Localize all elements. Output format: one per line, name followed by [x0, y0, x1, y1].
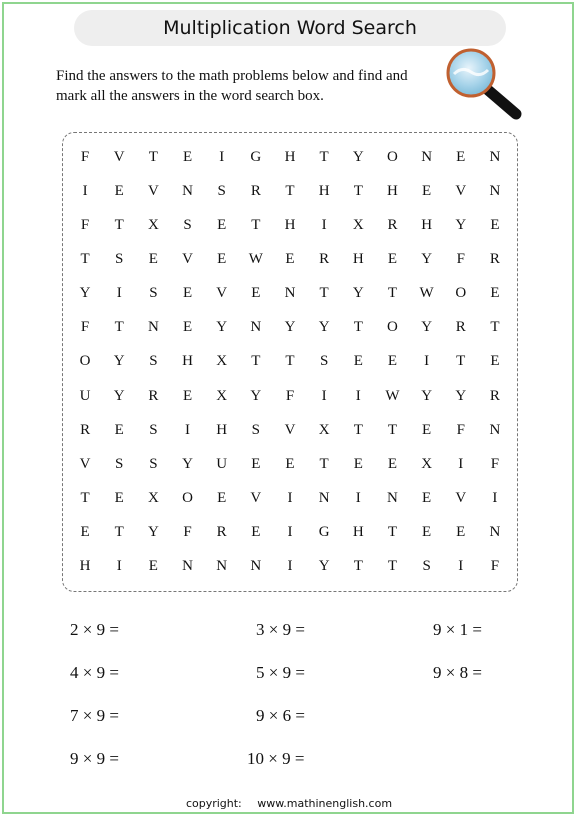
grid-cell[interactable]: Y — [352, 285, 364, 302]
grid-cell[interactable]: V — [216, 285, 228, 302]
grid-cell[interactable]: I — [321, 387, 327, 404]
grid-cell[interactable]: I — [287, 558, 293, 575]
grid-cell[interactable]: S — [115, 455, 124, 472]
math-problem: 9 × 1 = — [433, 620, 482, 639]
grid-cell[interactable]: H — [387, 182, 398, 199]
grid-cell[interactable]: E — [387, 353, 398, 370]
grid-cell[interactable]: V — [284, 421, 296, 438]
grid-cell[interactable]: E — [456, 148, 466, 165]
grid-cell[interactable]: O — [182, 490, 193, 507]
math-problem: 5 × 9 = — [256, 663, 305, 682]
grid-cell[interactable]: I — [116, 285, 122, 302]
grid-cell[interactable]: E — [353, 353, 363, 370]
math-problem: 2 × 9 = — [70, 620, 119, 639]
grid-cell[interactable]: F — [80, 319, 90, 336]
grid-cell[interactable]: R — [80, 421, 91, 438]
site-link[interactable]: www.mathinenglish.com — [257, 797, 393, 810]
grid-cell[interactable]: H — [352, 251, 364, 268]
grid-cell[interactable]: T — [114, 216, 124, 233]
grid-cell[interactable]: T — [114, 319, 124, 336]
grid-cell[interactable]: I — [116, 558, 122, 575]
grid-cell[interactable]: X — [421, 455, 433, 472]
grid-cell[interactable]: X — [216, 387, 228, 404]
grid-cell[interactable]: O — [455, 285, 467, 302]
math-problem: 9 × 9 = — [70, 749, 119, 768]
grid-cell[interactable]: H — [284, 216, 296, 233]
grid-cell[interactable]: X — [147, 490, 159, 507]
instructions: Find the answers to the math problems below and find and mark all the answers in the word search box. — [56, 68, 408, 104]
grid-cell[interactable]: S — [149, 421, 158, 438]
grid-cell[interactable]: E — [285, 251, 295, 268]
grid-cell[interactable]: E — [182, 285, 193, 302]
grid-cell[interactable]: H — [79, 558, 91, 575]
grid-cell[interactable]: X — [352, 216, 364, 233]
grid-cell[interactable]: E — [490, 353, 500, 370]
grid-cell[interactable]: H — [216, 421, 228, 438]
grid-cell[interactable]: T — [251, 353, 261, 370]
grid-cell[interactable]: S — [319, 353, 329, 370]
grid-cell[interactable]: E — [456, 524, 466, 541]
grid-cell[interactable]: E — [422, 490, 432, 507]
grid-cell[interactable]: T — [387, 285, 398, 302]
grid-cell[interactable]: N — [387, 490, 398, 507]
grid-cell[interactable]: N — [489, 421, 501, 438]
grid-cell[interactable]: N — [182, 558, 193, 575]
grid-cell[interactable]: T — [80, 490, 90, 507]
grid-cell[interactable]: S — [183, 216, 192, 233]
grid-cell[interactable]: Y — [182, 455, 193, 472]
page-title: Multiplication Word Search — [163, 17, 417, 39]
grid-cell[interactable]: E — [490, 216, 500, 233]
grid-cell[interactable]: R — [216, 524, 227, 541]
grid-cell[interactable]: I — [321, 216, 327, 233]
grid-cell[interactable]: E — [422, 421, 432, 438]
grid-cell[interactable]: N — [489, 182, 501, 199]
grid-cell[interactable]: R — [250, 182, 261, 199]
grid-cell[interactable]: F — [183, 524, 192, 541]
grid-cell[interactable]: T — [387, 524, 398, 541]
grid-cell[interactable]: V — [182, 251, 193, 268]
grid-cell[interactable]: T — [490, 319, 500, 336]
problems-section — [0, 612, 578, 772]
grid-cell[interactable]: T — [80, 251, 90, 268]
grid-cell[interactable]: T — [353, 319, 363, 336]
grid-cell[interactable]: O — [79, 353, 91, 370]
grid-cell[interactable]: Y — [113, 387, 125, 404]
grid-cell[interactable]: E — [387, 251, 398, 268]
grid-cell[interactable]: X — [147, 216, 159, 233]
grid-cell[interactable]: N — [182, 182, 193, 199]
grid-cell[interactable]: R — [387, 216, 398, 233]
grid-cell[interactable]: I — [82, 182, 88, 199]
grid-cell[interactable]: E — [422, 524, 432, 541]
grid-cell[interactable]: N — [216, 558, 228, 575]
math-problem: 10 × 9 = — [247, 749, 305, 768]
grid-cell[interactable]: X — [216, 353, 228, 370]
grid-cell[interactable]: T — [353, 558, 363, 575]
grid-cell[interactable]: N — [489, 524, 501, 541]
grid-cell[interactable]: Y — [455, 387, 467, 404]
grid-cell[interactable]: E — [217, 251, 227, 268]
grid-cell[interactable]: V — [455, 182, 467, 199]
grid-cell[interactable]: E — [422, 182, 432, 199]
grid-cell[interactable]: E — [80, 524, 90, 541]
grid-cell[interactable]: S — [149, 285, 158, 302]
grid-cell[interactable]: S — [149, 455, 158, 472]
grid-cell[interactable]: T — [456, 353, 466, 370]
grid-cell[interactable]: F — [80, 216, 90, 233]
grid-cell[interactable]: I — [287, 490, 293, 507]
footer — [0, 797, 578, 810]
grid-cell[interactable]: I — [185, 421, 191, 438]
copyright-label: copyright: — [185, 797, 242, 810]
grid-cell[interactable]: E — [353, 455, 363, 472]
grid-cell[interactable]: I — [492, 490, 498, 507]
grid-cell[interactable]: V — [250, 490, 262, 507]
grid-cell[interactable]: E — [217, 490, 227, 507]
grid-cell[interactable]: T — [148, 148, 158, 165]
math-problem: 7 × 9 = — [70, 706, 119, 725]
grid-cell[interactable]: Y — [318, 319, 330, 336]
grid-cell[interactable]: E — [490, 285, 500, 302]
grid-cell[interactable]: T — [114, 524, 124, 541]
grid-cell[interactable]: F — [490, 455, 500, 472]
grid-cell[interactable]: W — [248, 251, 263, 268]
grid-cell[interactable]: G — [318, 524, 330, 541]
grid-cell[interactable]: R — [489, 387, 500, 404]
grid-cell[interactable]: I — [355, 387, 361, 404]
grid-cell[interactable]: R — [148, 387, 159, 404]
grid-cell[interactable]: S — [251, 421, 261, 438]
grid-cell[interactable]: E — [114, 421, 124, 438]
magnifying-glass-icon — [444, 46, 526, 124]
grid-cell[interactable]: T — [319, 455, 329, 472]
grid-cell[interactable]: N — [284, 285, 296, 302]
grid-cell[interactable]: V — [79, 455, 91, 472]
grid-cell[interactable]: I — [458, 455, 464, 472]
grid-cell[interactable]: H — [318, 182, 330, 199]
grid-cell[interactable]: I — [458, 558, 464, 575]
grid-cell[interactable]: Y — [79, 285, 91, 302]
grid-cell[interactable]: E — [251, 285, 261, 302]
grid-cell[interactable]: T — [353, 421, 363, 438]
grid-cell[interactable]: I — [219, 148, 225, 165]
math-problem: 4 × 9 = — [70, 663, 119, 682]
grid-cell[interactable]: V — [147, 182, 159, 199]
grid-cell[interactable]: Y — [250, 387, 262, 404]
grid-cell[interactable]: T — [387, 421, 398, 438]
grid-cell[interactable]: G — [250, 148, 262, 165]
grid-cell[interactable]: Y — [421, 387, 433, 404]
grid-cell[interactable]: T — [387, 558, 398, 575]
grid-cell[interactable]: N — [489, 148, 501, 165]
grid-cell[interactable]: F — [456, 251, 465, 268]
title-bar — [74, 10, 506, 46]
grid-cell[interactable]: Y — [284, 319, 296, 336]
grid-cell[interactable]: E — [217, 216, 227, 233]
grid-cell[interactable]: E — [285, 455, 295, 472]
grid-cell[interactable]: T — [319, 285, 329, 302]
grid-cell[interactable]: W — [419, 285, 434, 302]
math-problem: 9 × 6 = — [256, 706, 305, 725]
grid-cell[interactable]: N — [421, 148, 433, 165]
grid-cell[interactable]: T — [353, 182, 363, 199]
grid-cell[interactable]: R — [455, 319, 466, 336]
grid-cell[interactable]: N — [318, 490, 330, 507]
grid-cell[interactable]: E — [182, 319, 193, 336]
grid-cell[interactable]: O — [387, 148, 398, 165]
grid-cell[interactable]: I — [424, 353, 430, 370]
grid-cell[interactable]: Y — [421, 319, 433, 336]
grid-cell[interactable]: F — [490, 558, 500, 575]
grid-cell[interactable]: N — [147, 319, 159, 336]
grid-cell[interactable]: E — [251, 524, 261, 541]
grid-cell[interactable]: T — [285, 182, 295, 199]
grid-cell[interactable]: Y — [318, 558, 330, 575]
grid-cell[interactable]: H — [182, 353, 193, 370]
grid-cell[interactable]: E — [148, 251, 158, 268]
grid-cell[interactable]: N — [250, 319, 262, 336]
grid-cell[interactable]: V — [455, 490, 467, 507]
grid-cell[interactable]: E — [251, 455, 261, 472]
grid-cell[interactable]: Y — [216, 319, 228, 336]
grid-cell[interactable]: E — [182, 148, 193, 165]
grid-cell[interactable]: E — [114, 490, 124, 507]
grid-cell[interactable]: Y — [455, 216, 467, 233]
word-search-grid — [68, 140, 512, 584]
grid-cell[interactable]: E — [148, 558, 158, 575]
grid-cell[interactable]: E — [387, 455, 398, 472]
grid-cell[interactable]: S — [115, 251, 124, 268]
grid-cell[interactable]: T — [285, 353, 295, 370]
grid-cell[interactable]: V — [113, 148, 125, 165]
math-problem: 9 × 8 = — [433, 663, 482, 682]
math-problem: 3 × 9 = — [256, 620, 305, 639]
grid-cell[interactable]: U — [216, 455, 228, 472]
grid-cell[interactable]: X — [318, 421, 330, 438]
grid-cell[interactable]: T — [319, 148, 329, 165]
grid-cell[interactable]: H — [284, 148, 296, 165]
grid-cell[interactable]: R — [489, 251, 500, 268]
grid-cell[interactable]: T — [251, 216, 261, 233]
grid-cell[interactable]: Y — [352, 148, 364, 165]
grid-cell[interactable]: Y — [147, 524, 159, 541]
grid-cell[interactable]: Y — [421, 251, 433, 268]
grid-cell[interactable]: U — [79, 387, 91, 404]
grid-cell[interactable]: S — [149, 353, 158, 370]
grid-cell[interactable]: Y — [113, 353, 125, 370]
grid-cell[interactable]: F — [456, 421, 465, 438]
grid-cell[interactable]: E — [182, 387, 193, 404]
grid-cell[interactable]: E — [114, 182, 124, 199]
grid-cell[interactable]: S — [217, 182, 226, 199]
grid-cell[interactable]: N — [250, 558, 262, 575]
grid-cell[interactable]: H — [421, 216, 433, 233]
grid-cell[interactable]: I — [355, 490, 361, 507]
grid-cell[interactable]: I — [287, 524, 293, 541]
grid-cell[interactable]: H — [352, 524, 364, 541]
grid-cell[interactable]: O — [387, 319, 398, 336]
grid-cell[interactable]: F — [285, 387, 295, 404]
grid-cell[interactable]: W — [385, 387, 400, 404]
grid-cell[interactable]: F — [80, 148, 90, 165]
grid-cell[interactable]: R — [319, 251, 330, 268]
grid-cell[interactable]: S — [422, 558, 431, 575]
